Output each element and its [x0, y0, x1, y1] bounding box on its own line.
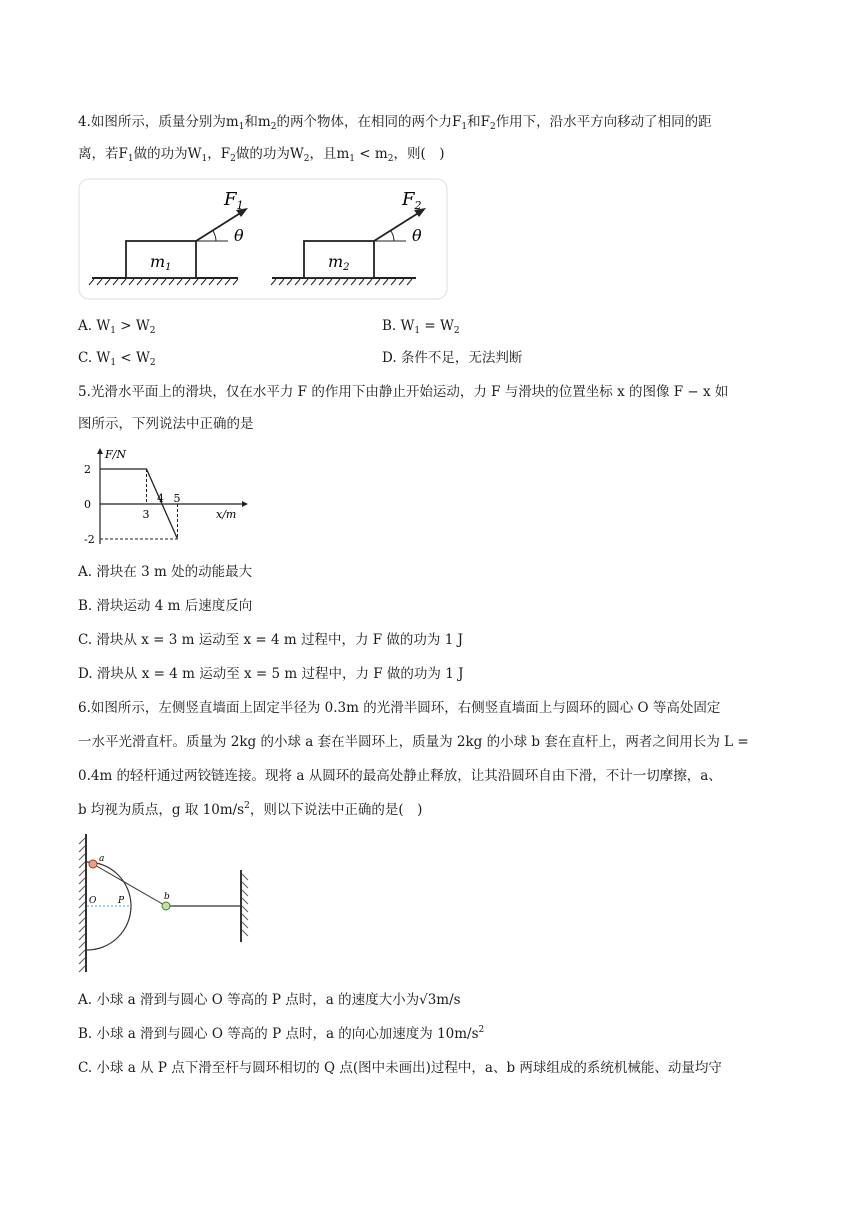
mass-label-m2: m2 — [328, 252, 350, 273]
light-rod — [93, 864, 166, 906]
q4-option-a: A. $W_1 > W_2$ — [78, 318, 156, 336]
y-axis-arrow — [97, 448, 103, 454]
x-axis-arrow — [242, 501, 248, 507]
q6-stem-line-1: 6.如图所示，左侧竖直墙面上固定半径为 0.3m 的光滑半圆环，右侧竖直墙面上与圆环的圆心 O 等高处固定 — [78, 700, 721, 716]
q6-stem-line-3: 0.4m 的轻杆通过两铰链连接。现将 a 从圆环的最高处静止释放，让其沿圆环自由下滑，不计一切摩擦，a、 — [78, 768, 722, 784]
q6-option-c: C. 小球 a 从 P 点下滑至杆与圆环相切的 Q 点(图中未画出)过程中，a、b 两球组成的系统机械能、动量均守 — [78, 1060, 722, 1076]
label-p: P — [118, 896, 125, 906]
q5-option-a: A. 滑块在 3 m 处的动能最大 — [78, 564, 253, 580]
x-tick-label: 4 — [157, 492, 164, 505]
x-tick-label: 3 — [142, 508, 150, 521]
y-axis-label: F/N — [105, 448, 126, 461]
q4-option-d: D. 条件不足，无法判断 — [382, 350, 523, 366]
q4-option-c: C. $W_1 < W_2$ — [78, 350, 156, 368]
x-axis-label: x/m — [216, 508, 237, 521]
q5-stem-line-2: 图所示，下列说法中正确的是 — [78, 416, 254, 432]
y-tick-label: 0 — [84, 498, 91, 511]
q5-option-c: C. 滑块从 x = 3 m 运动至 x = 4 m 过程中，力 F 做的功为 1 J — [78, 632, 464, 648]
x-tick-label: 5 — [173, 492, 181, 505]
q4-figure — [78, 178, 448, 300]
q4-stem-line-2: 离，若$F_1$做的功为$W_1$，$F_2$做的功为$W_2$，且$m_1 < m_2$，则( ) — [78, 146, 445, 164]
angle-label-right: θ — [412, 226, 422, 245]
y-tick-label: -2 — [84, 533, 95, 546]
y-tick-label: 2 — [84, 463, 91, 476]
q6-stem-line-4: b 均视为质点，g 取 $10m/s^2$，则以下说法中正确的是( ) — [78, 801, 423, 818]
ball-a — [89, 860, 97, 868]
q5-stem-line-1: 5.光滑水平面上的滑块，仅在水平力 F 的作用下由静止开始运动，力 F 与滑块的位置坐标 x 的图像 F − x 如 — [78, 384, 729, 400]
angle-label-left: θ — [234, 226, 244, 245]
force-label-f1: $F_1$ — [224, 189, 244, 212]
label-o: O — [89, 896, 97, 906]
q5-fx-chart — [78, 446, 258, 550]
q6-option-a: A. 小球 a 滑到与圆心 O 等高的 P 点时，a 的速度大小为√3m/s — [78, 992, 461, 1008]
label-a: a — [99, 854, 105, 864]
q5-option-d: D. 滑块从 x = 4 m 运动至 x = 5 m 过程中，力 F 做的功为 1 J — [78, 666, 464, 682]
q4-option-b: B. $W_1 = W_2$ — [382, 318, 460, 336]
q6-figure — [78, 832, 254, 976]
force-label-f2: $F_2$ — [402, 189, 422, 212]
ball-b — [162, 902, 170, 910]
q6-option-b: B. 小球 a 滑到与圆心 O 等高的 P 点时，a 的向心加速度为 $10m/s^2$ — [78, 1025, 485, 1042]
label-b: b — [164, 892, 170, 902]
q6-stem-line-2: 一水平光滑直杆。质量为 2kg 的小球 a 套在半圆环上，质量为 2kg 的小球 b 套在直杆上，两者之间用长为 L = — [78, 734, 749, 750]
q4-stem-line-1: 4.如图所示，质量分别为$m_1$和$m_2$的两个物体，在相同的两个力$F_1$和$F_2$作用下，沿水平方向移动了相同的距 — [78, 114, 712, 132]
q5-option-b: B. 滑块运动 4 m 后速度反向 — [78, 598, 253, 614]
mass-label-m1: m1 — [150, 252, 172, 273]
